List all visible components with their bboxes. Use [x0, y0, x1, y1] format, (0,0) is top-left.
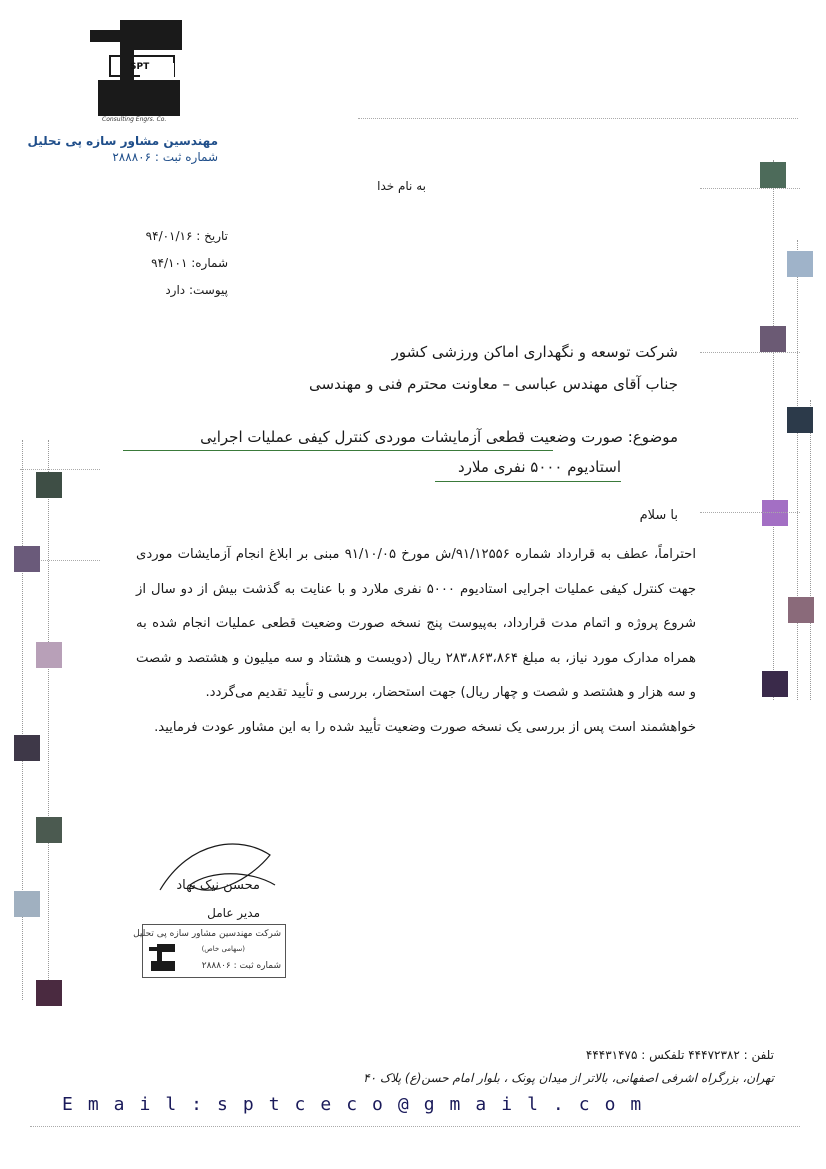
- body-paragraph-1: احتراماً، عطف به قرارداد شماره ۹۱/۱۲۵۵۶/ش مورخ ۹۱/۱۰/۰۵ مبنی بر ابلاغ انجام آزمایشات موردی جهت کنترل کیفی عملیات اجرایی استادیوم ۵۰۰۰ نفری ملارد و با عنایت به گذشت بیش از دو سال از شروع پروژه و اتمام مدت قرارداد، به‌پیوست پنج نسخه صورت وضعیت قطعی عملیات انجام شده به همراه مدارک مورد نیاز، به مبلغ ۲۸۳،۸۶۳،۸۶۴ ریال (دویست و هشتاد و سه میلیون و هشتصد و شصت و سه هزار و هشتصد و شصت و چهار ریال) جهت استحضار، بررسی و تأیید تقدیم می‌گردد.: [136, 547, 697, 700]
- deco-line: [700, 188, 800, 189]
- deco-line: [700, 352, 800, 353]
- stamp-logo-icon: [147, 943, 177, 973]
- deco-square: [36, 980, 62, 1006]
- deco-square: [14, 546, 40, 572]
- greeting: با سلام: [639, 508, 678, 523]
- recipient-person: جناب آقای مهندس عباسی – معاونت محترم فنی و مهندسی: [309, 375, 678, 393]
- letter-date: تاریخ : ۹۴/۰۱/۱۶: [145, 229, 228, 243]
- letter-number: شماره: ۹۴/۱۰۱: [151, 256, 228, 270]
- subject-line-1: موضوع: صورت وضعیت قطعی آزمایشات موردی کنترل کیفی عملیات اجرایی: [200, 428, 678, 446]
- deco-square: [762, 500, 788, 526]
- footer-address: تهران، بزرگراه اشرفی اصفهانی، بالاتر از میدان پونک ، بلوار امام حسن(ع) پلاک ۴۰: [363, 1071, 774, 1085]
- letter-attachment: پیوست: دارد: [165, 283, 228, 297]
- deco-square: [762, 671, 788, 697]
- deco-line: [48, 440, 49, 1000]
- company-name: مهندسین مشاور سازه پی تحلیل: [27, 134, 218, 148]
- subject-underline-2: [435, 481, 621, 482]
- deco-square: [787, 251, 813, 277]
- letter-body: [136, 538, 696, 745]
- deco-square: [36, 642, 62, 668]
- stamp-type: (سهامی خاص): [201, 945, 245, 953]
- deco-line: [797, 240, 798, 700]
- signatory-title: مدیر عامل: [207, 906, 260, 920]
- deco-square: [788, 597, 814, 623]
- company-stamp: [133, 924, 286, 978]
- deco-square: [36, 817, 62, 843]
- deco-square: [787, 407, 813, 433]
- deco-square: [14, 891, 40, 917]
- recipient-company: شرکت توسعه و نگهداری اماکن ورزشی کشور: [391, 343, 678, 361]
- header-divider: [358, 118, 798, 119]
- subject-line-2: استادیوم ۵۰۰۰ نفری ملارد: [458, 458, 621, 476]
- footer-email[interactable]: Email:sptceco@gmail.com: [62, 1094, 657, 1115]
- deco-square: [14, 735, 40, 761]
- signatory-name: محسن نیک نهاد: [176, 878, 260, 893]
- deco-line: [773, 160, 774, 700]
- stamp-registration: شماره ثبت : ۲۸۸۸۰۶: [201, 961, 281, 971]
- body-paragraph-2: خواهشمند است پس از بررسی یک نسخه صورت وضعیت تأیید شده را به این مشاور عودت فرمایید.: [154, 719, 696, 735]
- registration-number: شماره ثبت : ۲۸۸۸۰۶: [112, 150, 218, 164]
- deco-line: [20, 469, 100, 470]
- logo-subtext: Consulting Engrs. Co.: [102, 116, 167, 123]
- deco-square: [36, 472, 62, 498]
- logo-text: SPT: [130, 62, 150, 72]
- footer-divider: [30, 1126, 800, 1127]
- deco-square: [760, 162, 786, 188]
- basmala: به نام خدا: [377, 179, 426, 193]
- subject-underline-1: [123, 450, 553, 451]
- deco-line: [810, 400, 811, 700]
- footer-phone: تلفن : ۴۴۴۷۲۳۸۲ تلفکس : ۴۴۴۳۱۴۷۵: [585, 1048, 774, 1062]
- deco-square: [760, 326, 786, 352]
- stamp-company: شرکت مهندسین مشاور سازه پی تحلیل: [133, 929, 281, 939]
- company-logo: [80, 18, 190, 128]
- deco-line: [700, 512, 800, 513]
